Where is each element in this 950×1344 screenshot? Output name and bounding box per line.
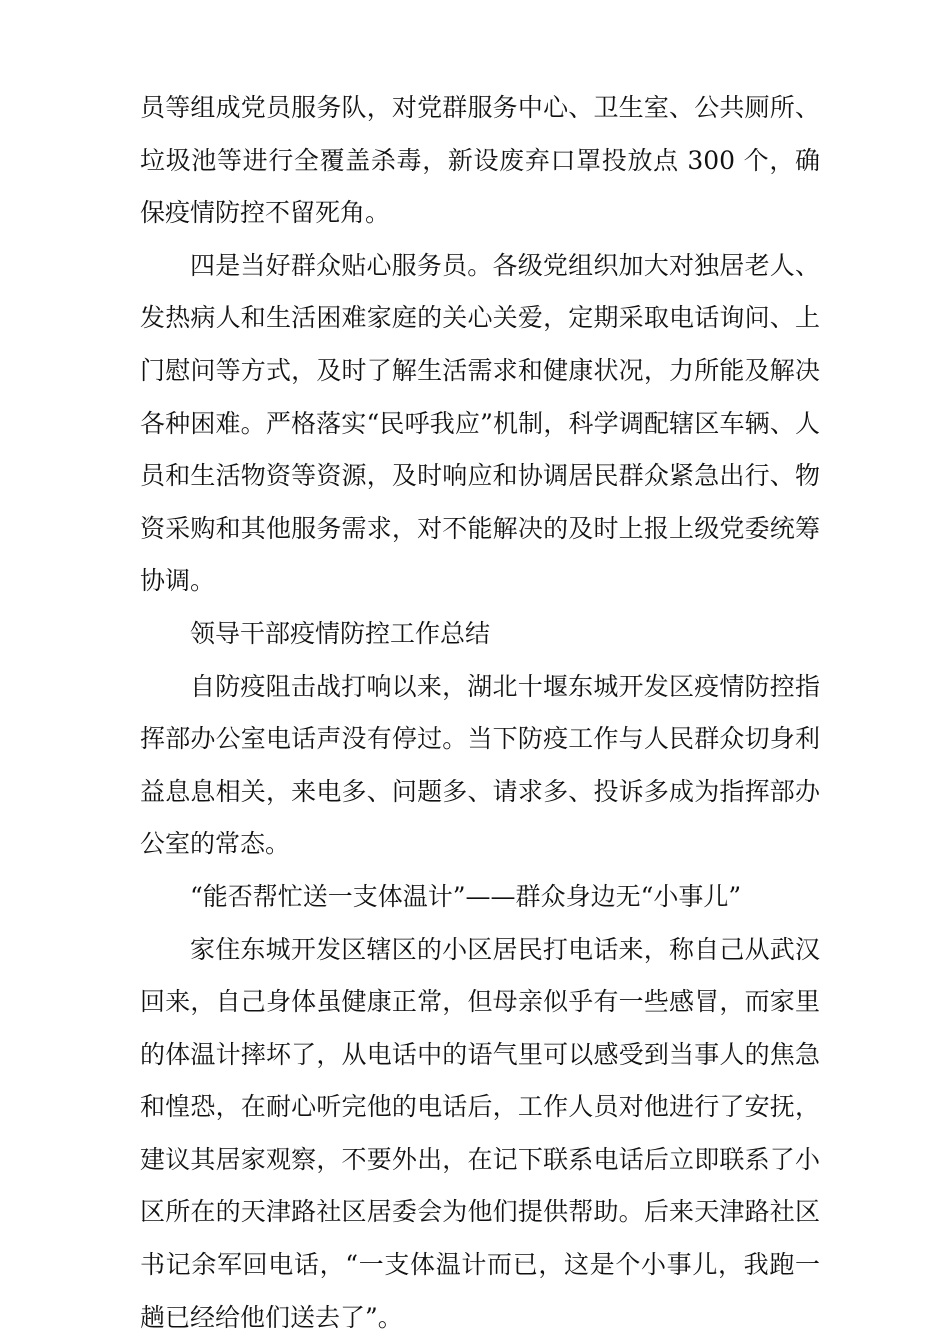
paragraph-story: 家住东城开发区辖区的小区居民打电话来，称自己从武汉回来，自己身体虽健康正常，但母亲似乎有一些感冒，而家里的体温计摔坏了，从电话中的语气里可以感受到当事人的焦急和惶恐，在耐心听完他的电话后，工作人员对他进行了安抚，建议其居家观察，不要外出，在记下联系电话后立即联系了小区所在的天津路社区居委会为他们提供帮助。后来天津路社区书记余军回电话，“一支体温计而已，这是个小事儿，我跑一趟已经给他们送去了”。 — [140, 934, 820, 1332]
paragraph-continuation: 员等组成党员服务队，对党群服务中心、卫生室、公共厕所、垃圾池等进行全覆盖杀毒，新设废弃口罩投放点 300 个，确保疫情防控不留死角。 — [140, 93, 820, 228]
section-heading: 领导干部疫情防控工作总结 — [190, 618, 491, 648]
paragraph-service: 四是当好群众贴心服务员。各级党组织加大对独居老人、发热病人和生活困难家庭的关心关爱，定期采取电话询问、上门慰问等方式，及时了解生活需求和健康状况，力所能及解决各种困难。严格落实“民呼我应”机制，科学调配辖区车辆、人员和生活物资等资源，及时响应和协调居民群众紧急出行、物资采购和其他服务需求，对不能解决的及时上报上级党委统筹协调。 — [140, 250, 820, 596]
subheading: “能否帮忙送一支体温计”——群众身边无“小事儿” — [190, 881, 742, 911]
document-body — [140, 82, 820, 1344]
paragraph-intro: 自防疫阻击战打响以来，湖北十堰东城开发区疫情防控指挥部办公室电话声没有停过。当下防疫工作与人民群众切身利益息息相关，来电多、问题多、请求多、投诉多成为指挥部办公室的常态。 — [140, 671, 820, 859]
